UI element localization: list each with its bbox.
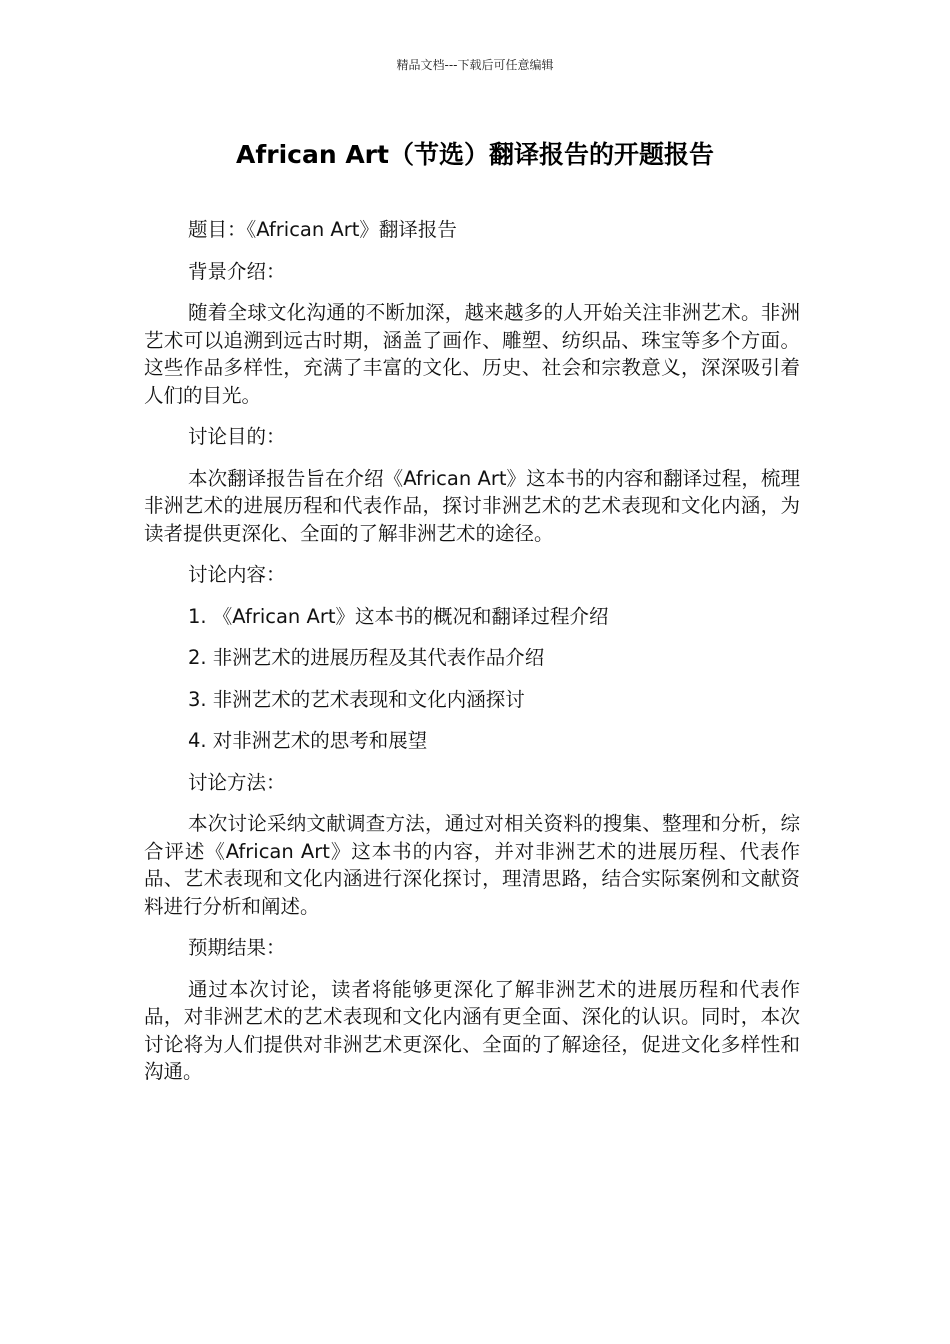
- document-title: African Art（节选）翻译报告的开题报告: [236, 140, 714, 169]
- topic-line: 题目：《African Art》翻译报告: [188, 218, 457, 241]
- header-note: 精品文档---下载后可任意编辑: [396, 58, 554, 72]
- purpose-label: 讨论目的：: [188, 425, 286, 448]
- background-label: 背景介绍：: [188, 259, 286, 283]
- background-paragraph: 随着全球文化沟通的不断加深，越来越多的人开始关注非洲艺术。非洲艺术可以追溯到远古时期，涵盖了画作、雕塑、纺织品、珠宝等多个方面。这些作品多样性，充满了丰富的文化、历史、社会和宗教意义，深深吸引着人们的目光。: [144, 301, 800, 407]
- result-label: 预期结果：: [188, 936, 286, 959]
- content-item-1: 1. 《African Art》这本书的概况和翻译过程介绍: [188, 604, 609, 628]
- method-paragraph: 本次讨论采纳文献调查方法，通过对相关资料的搜集、整理和分析，综合评述《African Art》这本书的内容，并对非洲艺术的进展历程、代表作品、艺术表现和文化内涵进行深化探讨，理清思路，结合实际案例和文献资料进行分析和阐述。: [144, 812, 800, 918]
- content-item-4: 4. 对非洲艺术的思考和展望: [188, 729, 428, 752]
- document-body: [144, 216, 800, 1100]
- content-item-2: 2. 非洲艺术的进展历程及其代表作品介绍: [188, 646, 545, 669]
- content-label: 讨论内容：: [188, 563, 286, 586]
- method-label: 讨论方法：: [188, 770, 286, 794]
- purpose-paragraph: 本次翻译报告旨在介绍《African Art》这本书的内容和翻译过程，梳理非洲艺术的进展历程和代表作品，探讨非洲艺术的艺术表现和文化内涵，为读者提供更深化、全面的了解非洲艺术的途径。: [144, 466, 800, 545]
- content-item-3: 3. 非洲艺术的艺术表现和文化内涵探讨: [188, 687, 525, 711]
- result-paragraph: 通过本次讨论，读者将能够更深化了解非洲艺术的进展历程和代表作品，对非洲艺术的艺术表现和文化内涵有更全面、深化的认识。同时，本次讨论将为人们提供对非洲艺术更深化、全面的了解途径，促进文化多样性和沟通。: [144, 977, 800, 1083]
